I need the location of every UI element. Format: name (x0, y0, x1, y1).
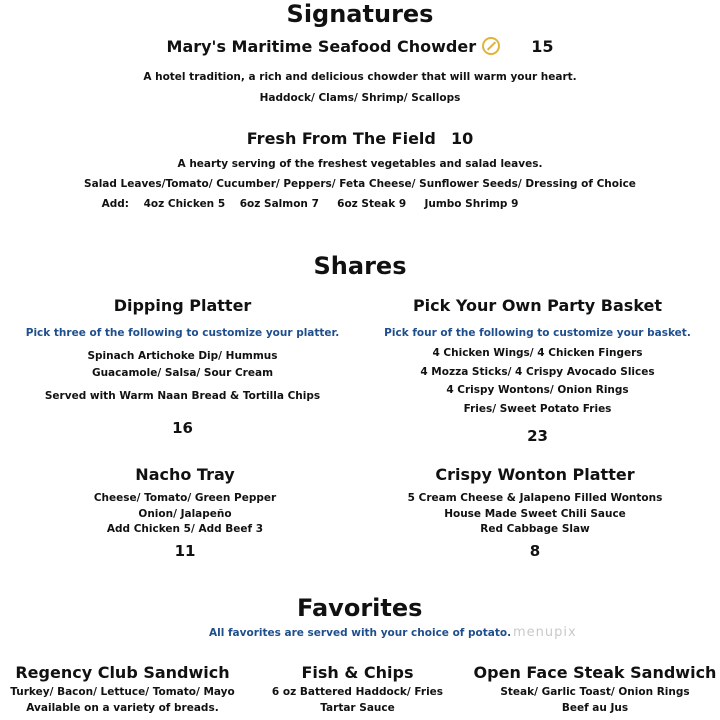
dipping-line-1: Spinach Artichoke Dip/ Hummus (87, 350, 278, 362)
fish-line-1: 6 oz Battered Haddock/ Fries (271, 686, 444, 698)
regency-line-2: Available on a variety of breads. (26, 702, 219, 714)
nacho-line-3: Add Chicken 5/ Add Beef 3 (106, 523, 264, 535)
watermark: menupix (513, 625, 577, 640)
dipping-price: 16 (172, 419, 193, 437)
field-add-ons: Add: 4oz Chicken 5 6oz Salmon 7 6oz Steak 9 Jumbo Shrimp 9 (101, 198, 519, 210)
nacho-line-2: Onion/ Jalapeño (138, 507, 232, 520)
wonton-price: 8 (529, 541, 541, 560)
field-price: 10 (450, 129, 474, 148)
nacho-price: 11 (174, 541, 196, 560)
gluten-free-icon (482, 37, 500, 55)
steak-name: Open Face Steak Sandwich (473, 663, 717, 682)
chowder-price: 15 (531, 37, 554, 56)
nacho-name: Nacho Tray (135, 465, 235, 484)
crispy-wonton-platter (350, 465, 720, 560)
wonton-line-3: Red Cabbage Slaw (480, 523, 590, 535)
party-note: Pick four of the following to customize your basket. (384, 327, 691, 339)
party-line-3: 4 Crispy Wontons/ Onion Rings (446, 384, 629, 396)
dipping-name: Dipping Platter (113, 296, 252, 315)
field-title-row (0, 129, 720, 148)
dipping-line-2: Guacamole/ Salsa/ Sour Cream (91, 367, 274, 379)
nacho-tray (0, 465, 370, 560)
chowder-description: A hotel tradition, a rich and delicious chowder that will warm your heart. (143, 71, 577, 83)
field-ingredients: Salad Leaves/Tomato/ Cucumber/ Peppers/ Feta Cheese/ Sunflower Seeds/ Dressing of Choice (84, 178, 636, 190)
fish-and-chips (245, 663, 470, 716)
dipping-line-3: Served with Warm Naan Bread & Tortilla Chips (44, 390, 321, 402)
dipping-platter (0, 296, 365, 437)
regency-club-sandwich (0, 663, 245, 716)
regency-name: Regency Club Sandwich (15, 663, 230, 682)
open-face-steak-sandwich (470, 663, 720, 716)
fish-name: Fish & Chips (301, 663, 414, 682)
nacho-line-1: Cheese/ Tomato/ Green Pepper (93, 492, 277, 504)
steak-line-2: Beef au Jus (561, 702, 629, 714)
favorites-note: All favorites are served with your choice of potato. (209, 627, 512, 639)
fish-line-2: Tartar Sauce (320, 702, 395, 714)
signatures-heading: Signatures (286, 0, 434, 28)
shares-heading: Shares (313, 252, 407, 280)
regency-line-1: Turkey/ Bacon/ Lettuce/ Tomato/ Mayo (10, 686, 235, 698)
party-basket (355, 296, 720, 445)
party-price: 23 (527, 427, 548, 445)
chowder-title-row (0, 37, 720, 57)
party-line-2: 4 Mozza Sticks/ 4 Crispy Avocado Slices (420, 365, 655, 378)
party-name: Pick Your Own Party Basket (412, 296, 663, 315)
field-description: A hearty serving of the freshest vegetables and salad leaves. (177, 158, 543, 170)
chowder-name: Mary's Maritime Seafood Chowder (166, 37, 477, 56)
chowder-ingredients: Haddock/ Clams/ Shrimp/ Scallops (259, 92, 461, 104)
field-name: Fresh From The Field (246, 129, 436, 148)
steak-line-1: Steak/ Garlic Toast/ Onion Rings (500, 686, 690, 698)
party-line-4: Fries/ Sweet Potato Fries (463, 402, 612, 415)
wonton-name: Crispy Wonton Platter (435, 465, 635, 484)
wonton-line-2: House Made Sweet Chili Sauce (444, 507, 626, 520)
dipping-note: Pick three of the following to customize your platter. (25, 327, 340, 339)
favorites-heading: Favorites (297, 594, 423, 622)
party-line-1: 4 Chicken Wings/ 4 Chicken Fingers (432, 347, 643, 359)
wonton-line-1: 5 Cream Cheese & Jalapeno Filled Wontons (407, 492, 663, 504)
